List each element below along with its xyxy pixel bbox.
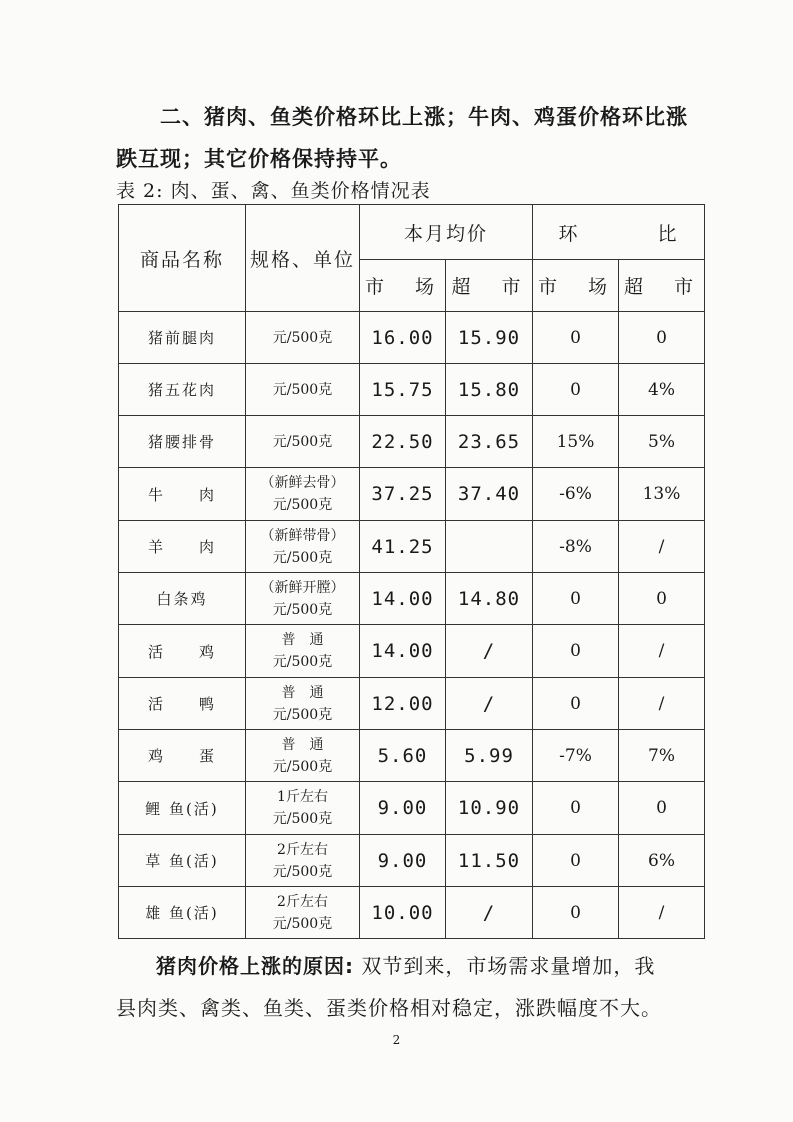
spec-line: 元/500克: [272, 497, 333, 513]
spec-line: （新鲜带骨）: [260, 527, 345, 544]
mom-supermarket-cell: /: [619, 625, 705, 678]
market-price-cell: 14.00: [360, 625, 446, 678]
price-reason: [116, 945, 716, 1029]
mom-supermarket-cell: 7%: [619, 730, 705, 782]
mom-supermarket-cell: /: [619, 521, 705, 573]
spec-line: 普 通: [281, 632, 324, 648]
mom-market-cell: 0: [533, 835, 619, 887]
market-price-cell: 5.60: [360, 730, 446, 782]
reason-line1: 双节到来，市场需求量增加，我: [354, 954, 656, 978]
table-row: [119, 312, 705, 364]
price-table: [118, 204, 705, 939]
header-spec-unit: 规格、单位: [246, 205, 360, 312]
mom-market-cell: 0: [533, 625, 619, 678]
spec-line: 元/500克: [272, 811, 333, 827]
table-row: [119, 835, 705, 887]
section-heading-line1: 二、猪肉、鱼类价格环比上涨；牛肉、鸡蛋价格环比涨: [160, 105, 688, 129]
supermarket-price-cell: /: [446, 887, 533, 939]
mom-supermarket-cell: 0: [619, 312, 705, 364]
spec-line: 元/500克: [272, 706, 333, 723]
market-price-cell: 10.00: [360, 887, 446, 939]
table-row: [119, 521, 705, 573]
supermarket-price-cell: [446, 521, 533, 573]
header-avg-supermarket: 超 市: [446, 260, 533, 312]
market-price-cell: 14.00: [360, 573, 446, 625]
spec-cell: [246, 521, 360, 573]
product-name-cell: 牛 肉: [119, 468, 246, 521]
spec-line: 元/500克: [272, 654, 333, 670]
header-mom-market: 市 场: [533, 260, 619, 312]
spec-line: 1斤左右: [277, 789, 328, 805]
supermarket-price-cell: 11.50: [446, 835, 533, 887]
spec-line: 元/500克: [272, 758, 333, 775]
mom-supermarket-cell: 4%: [619, 364, 705, 416]
header-avg-price: 本月均价: [360, 205, 533, 260]
spec-line: 元/500克: [272, 329, 333, 346]
header-product-name: 商品名称: [119, 205, 246, 312]
spec-cell: [246, 678, 360, 730]
supermarket-price-cell: 15.90: [446, 312, 533, 364]
spec-cell: [246, 835, 360, 887]
mom-supermarket-cell: 13%: [619, 468, 705, 521]
spec-cell: [246, 416, 360, 468]
spec-line: 元/500克: [272, 863, 333, 880]
mom-market-cell: 0: [533, 312, 619, 364]
market-price-cell: 22.50: [360, 416, 446, 468]
product-name-cell: 猪前腿肉: [119, 312, 246, 364]
spec-line: 元/500克: [272, 433, 333, 450]
supermarket-price-cell: /: [446, 625, 533, 678]
market-price-cell: 9.00: [360, 782, 446, 835]
product-name-cell: 羊 肉: [119, 521, 246, 573]
mom-market-cell: -8%: [533, 521, 619, 573]
mom-market-cell: -6%: [533, 468, 619, 521]
table-row: [119, 678, 705, 730]
table-caption: 表 2: 肉、蛋、禽、鱼类价格情况表: [116, 180, 431, 202]
mom-supermarket-cell: 6%: [619, 835, 705, 887]
reason-line2: 县肉类、禽类、鱼类、蛋类价格相对稳定，涨跌幅度不大。: [116, 996, 662, 1020]
spec-line: 元/500克: [272, 549, 333, 566]
table-row: [119, 625, 705, 678]
spec-line: 普 通: [281, 684, 324, 701]
product-name-cell: 活 鸡: [119, 625, 246, 678]
spec-cell: [246, 573, 360, 625]
spec-cell: [246, 887, 360, 939]
spec-line: 元/500克: [272, 381, 333, 398]
reason-lead: 猪肉价格上涨的原因:: [156, 954, 354, 978]
product-name-cell: 白条鸡: [119, 573, 246, 625]
section-heading: [116, 96, 716, 180]
supermarket-price-cell: 37.40: [446, 468, 533, 521]
table-row: [119, 782, 705, 835]
spec-line: 元/500克: [272, 601, 333, 618]
product-name-cell: 鲤 鱼(活): [119, 782, 246, 835]
spec-cell: [246, 468, 360, 521]
mom-market-cell: 15%: [533, 416, 619, 468]
spec-cell: [246, 364, 360, 416]
header-avg-market: 市 场: [360, 260, 446, 312]
market-price-cell: 41.25: [360, 521, 446, 573]
spec-cell: [246, 782, 360, 835]
spec-line: 普 通: [281, 736, 324, 753]
table-row: [119, 887, 705, 939]
mom-supermarket-cell: 5%: [619, 416, 705, 468]
table-row: [119, 364, 705, 416]
spec-line: 2斤左右: [277, 841, 328, 858]
mom-market-cell: 0: [533, 364, 619, 416]
product-name-cell: 鸡 蛋: [119, 730, 246, 782]
product-name-cell: 草 鱼(活): [119, 835, 246, 887]
section-heading-line2: 跌互现；其它价格保持持平。: [116, 147, 402, 171]
supermarket-price-cell: 23.65: [446, 416, 533, 468]
supermarket-price-cell: 10.90: [446, 782, 533, 835]
mom-supermarket-cell: 0: [619, 573, 705, 625]
mom-supermarket-cell: 0: [619, 782, 705, 835]
spec-cell: [246, 730, 360, 782]
table-row: [119, 730, 705, 782]
product-name-cell: 猪五花肉: [119, 364, 246, 416]
mom-market-cell: 0: [533, 887, 619, 939]
header-mom-char1: 环: [558, 222, 580, 245]
spec-cell: [246, 625, 360, 678]
mom-market-cell: 0: [533, 678, 619, 730]
market-price-cell: 16.00: [360, 312, 446, 364]
table-row: [119, 468, 705, 521]
supermarket-price-cell: 15.80: [446, 364, 533, 416]
market-price-cell: 15.75: [360, 364, 446, 416]
product-name-cell: 雄 鱼(活): [119, 887, 246, 939]
supermarket-price-cell: /: [446, 678, 533, 730]
table-row: [119, 416, 705, 468]
spec-line: 元/500克: [272, 915, 333, 932]
page-number: 2: [392, 1033, 401, 1047]
product-name-cell: 活 鸭: [119, 678, 246, 730]
table-row: [119, 573, 705, 625]
market-price-cell: 12.00: [360, 678, 446, 730]
header-mom: [533, 205, 705, 260]
mom-market-cell: -7%: [533, 730, 619, 782]
spec-line: 2斤左右: [277, 893, 328, 910]
spec-cell: [246, 312, 360, 364]
mom-market-cell: 0: [533, 573, 619, 625]
market-price-cell: 37.25: [360, 468, 446, 521]
mom-supermarket-cell: /: [619, 887, 705, 939]
mom-market-cell: 0: [533, 782, 619, 835]
header-mom-char2: 比: [657, 222, 679, 245]
product-name-cell: 猪腰排骨: [119, 416, 246, 468]
mom-supermarket-cell: /: [619, 678, 705, 730]
spec-line: （新鲜开膛）: [260, 579, 345, 596]
supermarket-price-cell: 5.99: [446, 730, 533, 782]
header-mom-supermarket: 超 市: [619, 260, 705, 312]
supermarket-price-cell: 14.80: [446, 573, 533, 625]
spec-line: （新鲜去骨）: [260, 475, 345, 491]
market-price-cell: 9.00: [360, 835, 446, 887]
